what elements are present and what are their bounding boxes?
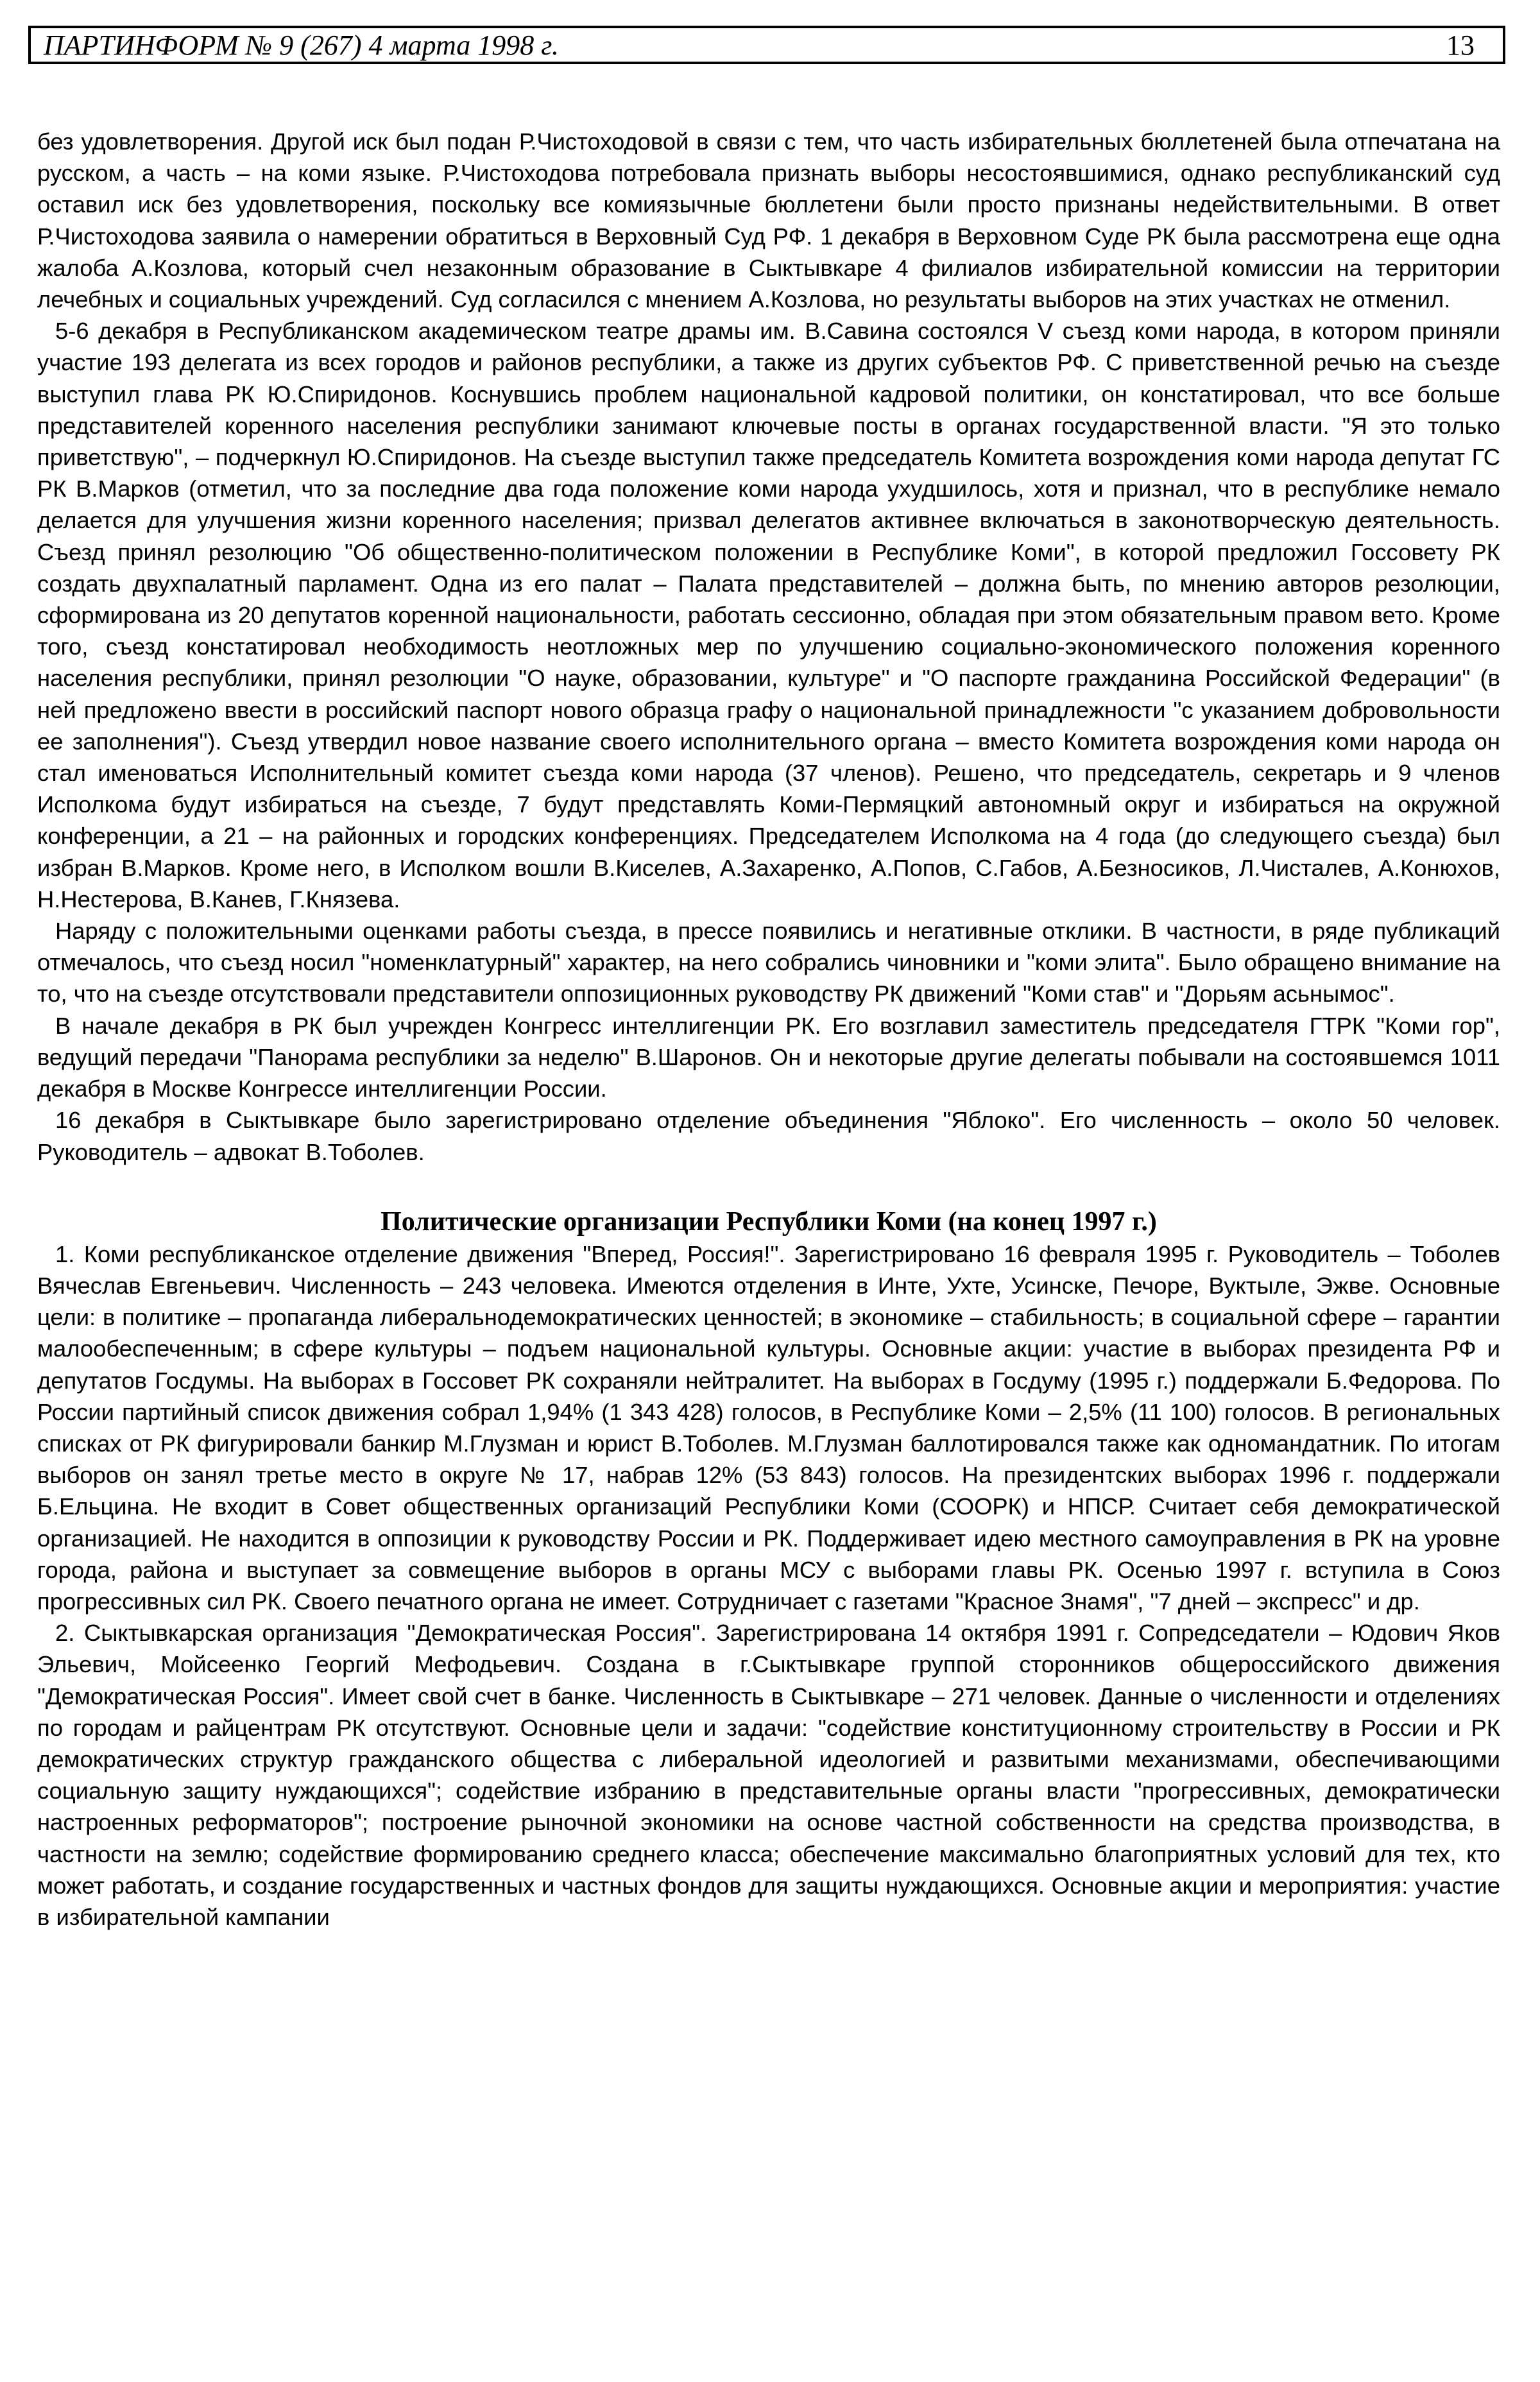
journal-title: ПАРТИНФОРМ № 9 (267) 4 марта 1998 г. (44, 29, 559, 61)
article-body (37, 126, 1500, 1933)
paragraph: Наряду с положительными оценками работы съезда, в прессе появились и негативные отклики. В частности, в ряде публикаций отмечалось, что съезд носил "номенклатурный" характер, на него собрались чиновники и "коми элита". Было обращено внимание на то, что на съезде отсутствовали представители оппозиционных руководству РК движений "Коми став" и "Дорьям асьнымос". (37, 918, 1500, 1007)
paragraph: 5-6 декабря в Республиканском академическом театре драмы им. В.Савина состоялся V съезд коми народа, в котором приняли участие 193 делегата из всех городов и районов республики, а также из других субъектов РФ. С приветственной речью на съезде выступил глава РК Ю.Спиридонов. Коснувшись проблем национальной кадровой политики, он констатировал, что все больше представителей коренного населения республики занимают ключевые посты в органах государственной власти. "Я это только приветствую", – подчеркнул Ю.Спиридонов. На съезде выступил также председатель Комитета возрождения коми народа депутат ГС РК В.Марков (отметил, что за последние два года положение коми народа ухудшилось, хотя и признал, что в республике немало делается для улучшения жизни коренного населения; призвал делегатов активнее включаться в законотворческую деятельность. Съезд принял резолюцию "Об общественно-политическом положении в Республике Коми", в которой предложил Госсовету РК создать двухпалатный парламент. Одна из его палат – Палата представителей – должна быть, по мнению авторов резолюции, сформирована из 20 депутатов коренной национальности, работать сессионно, обладая при этом обязательным правом вето. Кроме того, съезд констатировал необходимость неотложных мер по улучшению социально-экономического положения коренного населения республики, принял резолюции "О науке, образовании, культуре" и "О паспорте гражданина Российской Федерации" (в ней предложено ввести в российский паспорт нового образца графу о национальной принадлежности "с указанием добровольности ее заполнения"). Съезд утвердил новое название своего исполнительного органа – вместо Комитета возрождения коми народа он стал именоваться Исполнительный комитет съезда коми народа (37 членов). Решено, что председатель, секретарь и 9 членов Исполкома будут избираться на съезде, 7 будут представлять Коми-Пермяцкий автономный округ и избираться на окружной конференции, а 21 – на районных и городских конференциях. Председателем Исполкома на 4 года (до следующего съезда) был избран В.Марков. Кроме него, в Исполком вошли В.Киселев, А.Захаренко, А.Попов, С.Габов, А.Безносиков, Л.Чисталев, А.Конюхов, Н.Нестерова, В.Канев, Г.Князева. (37, 318, 1500, 913)
paragraph: без удовлетворения. Другой иск был подан Р.Чистоходовой в связи с тем, что часть избирательных бюллетеней была отпечатана на русском, а часть – на коми языке. Р.Чистоходова потребовала признать выборы несостоявшимися, однако республиканский суд оставил иск без удовлетворения, поскольку все комиязычные бюллетени были просто признаны недействительными. В ответ Р.Чистоходова заявила о намерении обратиться в Верховный Суд РФ. 1 декабря в Верховном Суде РК была рассмотрена еще одна жалоба А.Козлова, который счел незаконным образование в Сыктывкаре 4 филиалов избирательной комиссии на территории лечебных и социальных учреждений. Суд согласился с мнением А.Козлова, но результаты выборов на этих участках не отменил. (37, 128, 1500, 313)
list-item: 2. Сыктывкарская организация "Демократическая Россия". Зарегистрирована 14 октября 1991 г. Сопредседатели – Юдович Яков Эльевич, Мойсеенко Георгий Мефодьевич. Создана в г.Сыктывкаре группой сторонников общероссийского движения "Демократическая Россия". Имеет свой счет в банке. Численность в Сыктывкаре – 271 человек. Данные о численности и отделениях по городам и райцентрам РК отсутствуют. Основные цели и задачи: "содействие конституционному строительству в России и РК демократических структур гражданского общества с либеральной идеологией и развитыми механизмами, обеспечивающими социальную защиту нуждающихся"; содействие избранию в представительные органы власти "прогрессивных, демократически настроенных реформаторов"; построение рыночной экономики на основе частной собственности на средства производства, в частности на землю; содействие формированию среднего класса; обеспечение максимально благоприятных условий для тех, кто может работать, и создание государственных и частных фондов для защиты нуждающихся. Основные акции и мероприятия: участие в избирательной кампании (37, 1620, 1500, 1930)
list-item: 1. Коми республиканское отделение движения "Вперед, Россия!". Зарегистрировано 16 февраля 1995 г. Руководитель – Тоболев Вячеслав Евгеньевич. Численность – 243 человека. Имеются отделения в Инте, Ухте, Усинске, Печоре, Вуктыле, Эжве. Основные цели: в политике – пропаганда либеральнодемократических ценностей; в экономике – стабильность; в социальной сфере – гарантии малообеспеченным; в сфере культуры – подъем национальной культуры. Основные акции: участие в выборах президента РФ и депутатов Госдумы. На выборах в Госсовет РК сохраняли нейтралитет. На выборах в Госдуму (1995 г.) поддержали Б.Федорова. По России партийный список движения собрал 1,94% (1 343 428) голосов, в Республике Коми – 2,5% (11 100) голосов. В региональных списках от РК фигурировали банкир М.Глузман и юрист В.Тоболев. М.Глузман баллотировался также как одномандатник. По итогам выборов он занял третье место в округе № 17, набрав 12% (53 843) голосов. На президентских выборах 1996 г. поддержали Б.Ельцина. Не входит в Совет общественных организаций Республики Коми (СООРК) и НПСР. Считает себя демократической организацией. Не находится в оппозиции к руководству России и РК. Поддерживает идею местного самоуправления в РК на уровне города, района и выступает за совмещение выборов в органы МСУ с выборами главы РК. Осенью 1997 г. вступила в Союз прогрессивных сил РК. Своего печатного органа не имеет. Сотрудничает с газетами "Красное Знамя", "7 дней – экспресс" и др. (37, 1240, 1500, 1615)
paragraph: В начале декабря в РК был учрежден Конгресс интеллигенции РК. Его возглавил заместитель председателя ГТРК "Коми гор", ведущий передачи "Панорама республики за неделю" В.Шаронов. Он и некоторые другие делегаты побывали на состоявшемся 1011 декабря в Москве Конгрессе интеллигенции России. (37, 1012, 1500, 1102)
page-header (28, 26, 1505, 64)
section-title: Политические организации Республики Коми (на конец 1997 г.) (381, 1206, 1157, 1237)
paragraph: 16 декабря в Сыктывкаре было зарегистрировано отделение объединения "Яблоко". Его численность – около 50 человек. Руководитель – адвокат В.Тоболев. (37, 1107, 1500, 1165)
page-number: 13 (1446, 29, 1475, 61)
